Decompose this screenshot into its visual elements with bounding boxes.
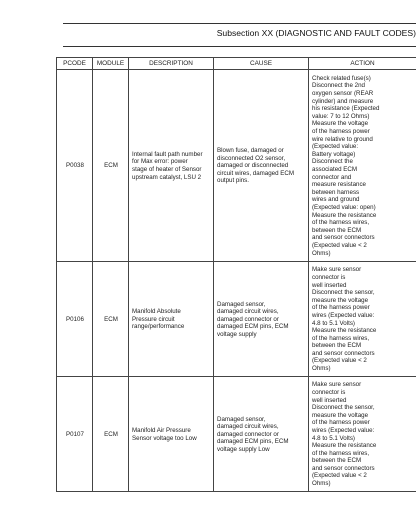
column-header-pcode: PCODE xyxy=(57,58,93,70)
text-line: Disconnect the xyxy=(312,158,353,166)
text-line: (Expected value < 2 xyxy=(312,241,367,249)
text-line: measure resistance xyxy=(312,181,366,189)
text-line: Blown fuse, damaged or xyxy=(217,147,284,155)
module-cell: ECM xyxy=(93,377,129,492)
text-line: well inserted xyxy=(312,396,347,404)
text-line: upstream catalyst, LSU 2 xyxy=(132,173,202,181)
text-line: cylinder) and measure xyxy=(312,97,374,105)
text-line: between the ECM xyxy=(312,457,362,465)
text-line: (Expected value < 2 xyxy=(312,357,367,365)
text-line: 4.8 to 5.1 Volts) xyxy=(312,434,355,442)
pcode-cell: P0107 xyxy=(57,377,93,492)
column-header-action: ACTION xyxy=(309,58,416,70)
text-line: Disconnect the 2nd xyxy=(312,82,365,90)
text-line: Measure the resistance xyxy=(312,211,377,219)
text-line: connector is xyxy=(312,273,346,281)
text-line: and sensor connectors xyxy=(312,349,375,357)
text-line: disconnected O2 sensor, xyxy=(217,154,286,162)
description-cell xyxy=(129,377,214,492)
module-cell: ECM xyxy=(93,70,129,262)
cause-cell xyxy=(214,262,309,377)
text-line: Internal fault path number xyxy=(132,150,203,158)
text-line: for Max error: power xyxy=(132,158,188,166)
text-line: of the harness power xyxy=(312,128,370,136)
description-cell xyxy=(129,262,214,377)
text-line: damaged or disconnected xyxy=(217,162,289,170)
text-line: damaged circuit wires, xyxy=(217,308,279,316)
text-line: Disconnect the sensor, xyxy=(312,289,375,297)
text-line: and sensor connectors xyxy=(312,464,375,472)
text-line: wires (Expected value: xyxy=(312,426,375,434)
text-line: Make sure sensor xyxy=(312,381,362,389)
action-cell xyxy=(309,70,416,262)
text-line: well inserted xyxy=(312,281,347,289)
table-row xyxy=(57,377,416,492)
text-line: damaged ECM pins, ECM xyxy=(217,438,289,446)
text-line: wire relative to ground xyxy=(312,135,373,143)
text-line: circuit wires, damaged ECM xyxy=(217,169,295,177)
text-line: Ohms) xyxy=(312,480,331,488)
text-line: (Expected value: open) xyxy=(312,203,376,211)
header-divider xyxy=(63,46,416,47)
text-line: voltage supply Low xyxy=(217,445,270,453)
pcode-cell: P0106 xyxy=(57,262,93,377)
text-line: of the harness power xyxy=(312,419,370,427)
cause-cell xyxy=(214,377,309,492)
column-header-description: DESCRIPTION xyxy=(129,58,214,70)
text-line: damaged ECM pins, ECM xyxy=(217,323,289,331)
text-line: measure the voltage xyxy=(312,296,369,304)
text-line: of the harness power xyxy=(312,304,370,312)
table-row xyxy=(57,262,416,377)
text-line: Pressure circuit xyxy=(132,315,175,323)
text-line: Ohms) xyxy=(312,365,331,373)
text-line: oxygen sensor (REAR xyxy=(312,90,374,98)
table-row xyxy=(57,70,416,262)
text-line: associated ECM xyxy=(312,166,358,173)
text-line: Sensor voltage too Low xyxy=(132,434,197,442)
text-line: between harness xyxy=(312,188,360,196)
text-line: (Expected value: xyxy=(312,143,359,151)
text-line: wires (Expected value: xyxy=(312,311,375,319)
text-line: damaged circuit wires, xyxy=(217,423,279,431)
text-line: of the harness wires, xyxy=(312,334,370,342)
text-line: value: 7 to 12 Ohms) xyxy=(312,112,370,120)
pcode-cell: P0038 xyxy=(57,70,93,262)
text-line: Check related fuse(s) xyxy=(312,74,371,82)
text-line: measure the voltage xyxy=(312,411,369,419)
text-line: and sensor connectors xyxy=(312,234,375,242)
text-line: Manifold Absolute xyxy=(132,308,181,316)
column-header-cause: CAUSE xyxy=(214,58,309,70)
text-line: damaged connector or xyxy=(217,430,279,438)
table-header-row xyxy=(57,58,416,70)
text-line: voltage supply xyxy=(217,330,257,338)
text-line: Measure the resistance xyxy=(312,327,377,335)
page-header xyxy=(63,23,416,46)
description-cell xyxy=(129,70,214,262)
action-cell xyxy=(309,262,416,377)
text-line: Measure the resistance xyxy=(312,442,377,450)
text-line: connector is xyxy=(312,388,346,396)
text-line: output pins. xyxy=(217,177,249,185)
cause-cell xyxy=(214,70,309,262)
text-line: range/performance xyxy=(132,323,185,331)
page-title: Subsection XX (DIAGNOSTIC AND FAULT CODES) xyxy=(216,28,416,38)
text-line: Battery voltage) xyxy=(312,150,356,158)
text-line: Manifold Air Pressure xyxy=(132,426,191,434)
fault-code-table xyxy=(56,57,416,492)
text-line: (Expected value < 2 xyxy=(312,472,367,480)
text-line: damaged connector or xyxy=(217,315,279,323)
text-line: 4.8 to 5.1 Volts) xyxy=(312,319,355,327)
text-line: of the harness wires, xyxy=(312,449,370,457)
text-line: wires and ground xyxy=(312,196,360,204)
text-line: of the harness wires, xyxy=(312,219,370,227)
text-line: between the ECM xyxy=(312,342,362,350)
text-line: Measure the voltage xyxy=(312,120,369,128)
action-cell xyxy=(309,377,416,492)
text-line: connector and xyxy=(312,173,352,181)
text-line: Damaged sensor, xyxy=(217,300,266,308)
text-line: his resistance (Expected xyxy=(312,105,380,113)
text-line: stage of heater of Sensor xyxy=(132,166,202,173)
text-line: Damaged sensor, xyxy=(217,415,266,423)
text-line: Disconnect the sensor, xyxy=(312,404,375,412)
text-line: between the ECM xyxy=(312,226,362,234)
text-line: Ohms) xyxy=(312,249,331,257)
column-header-module: MODULE xyxy=(93,58,129,70)
module-cell: ECM xyxy=(93,262,129,377)
text-line: Make sure sensor xyxy=(312,266,362,274)
